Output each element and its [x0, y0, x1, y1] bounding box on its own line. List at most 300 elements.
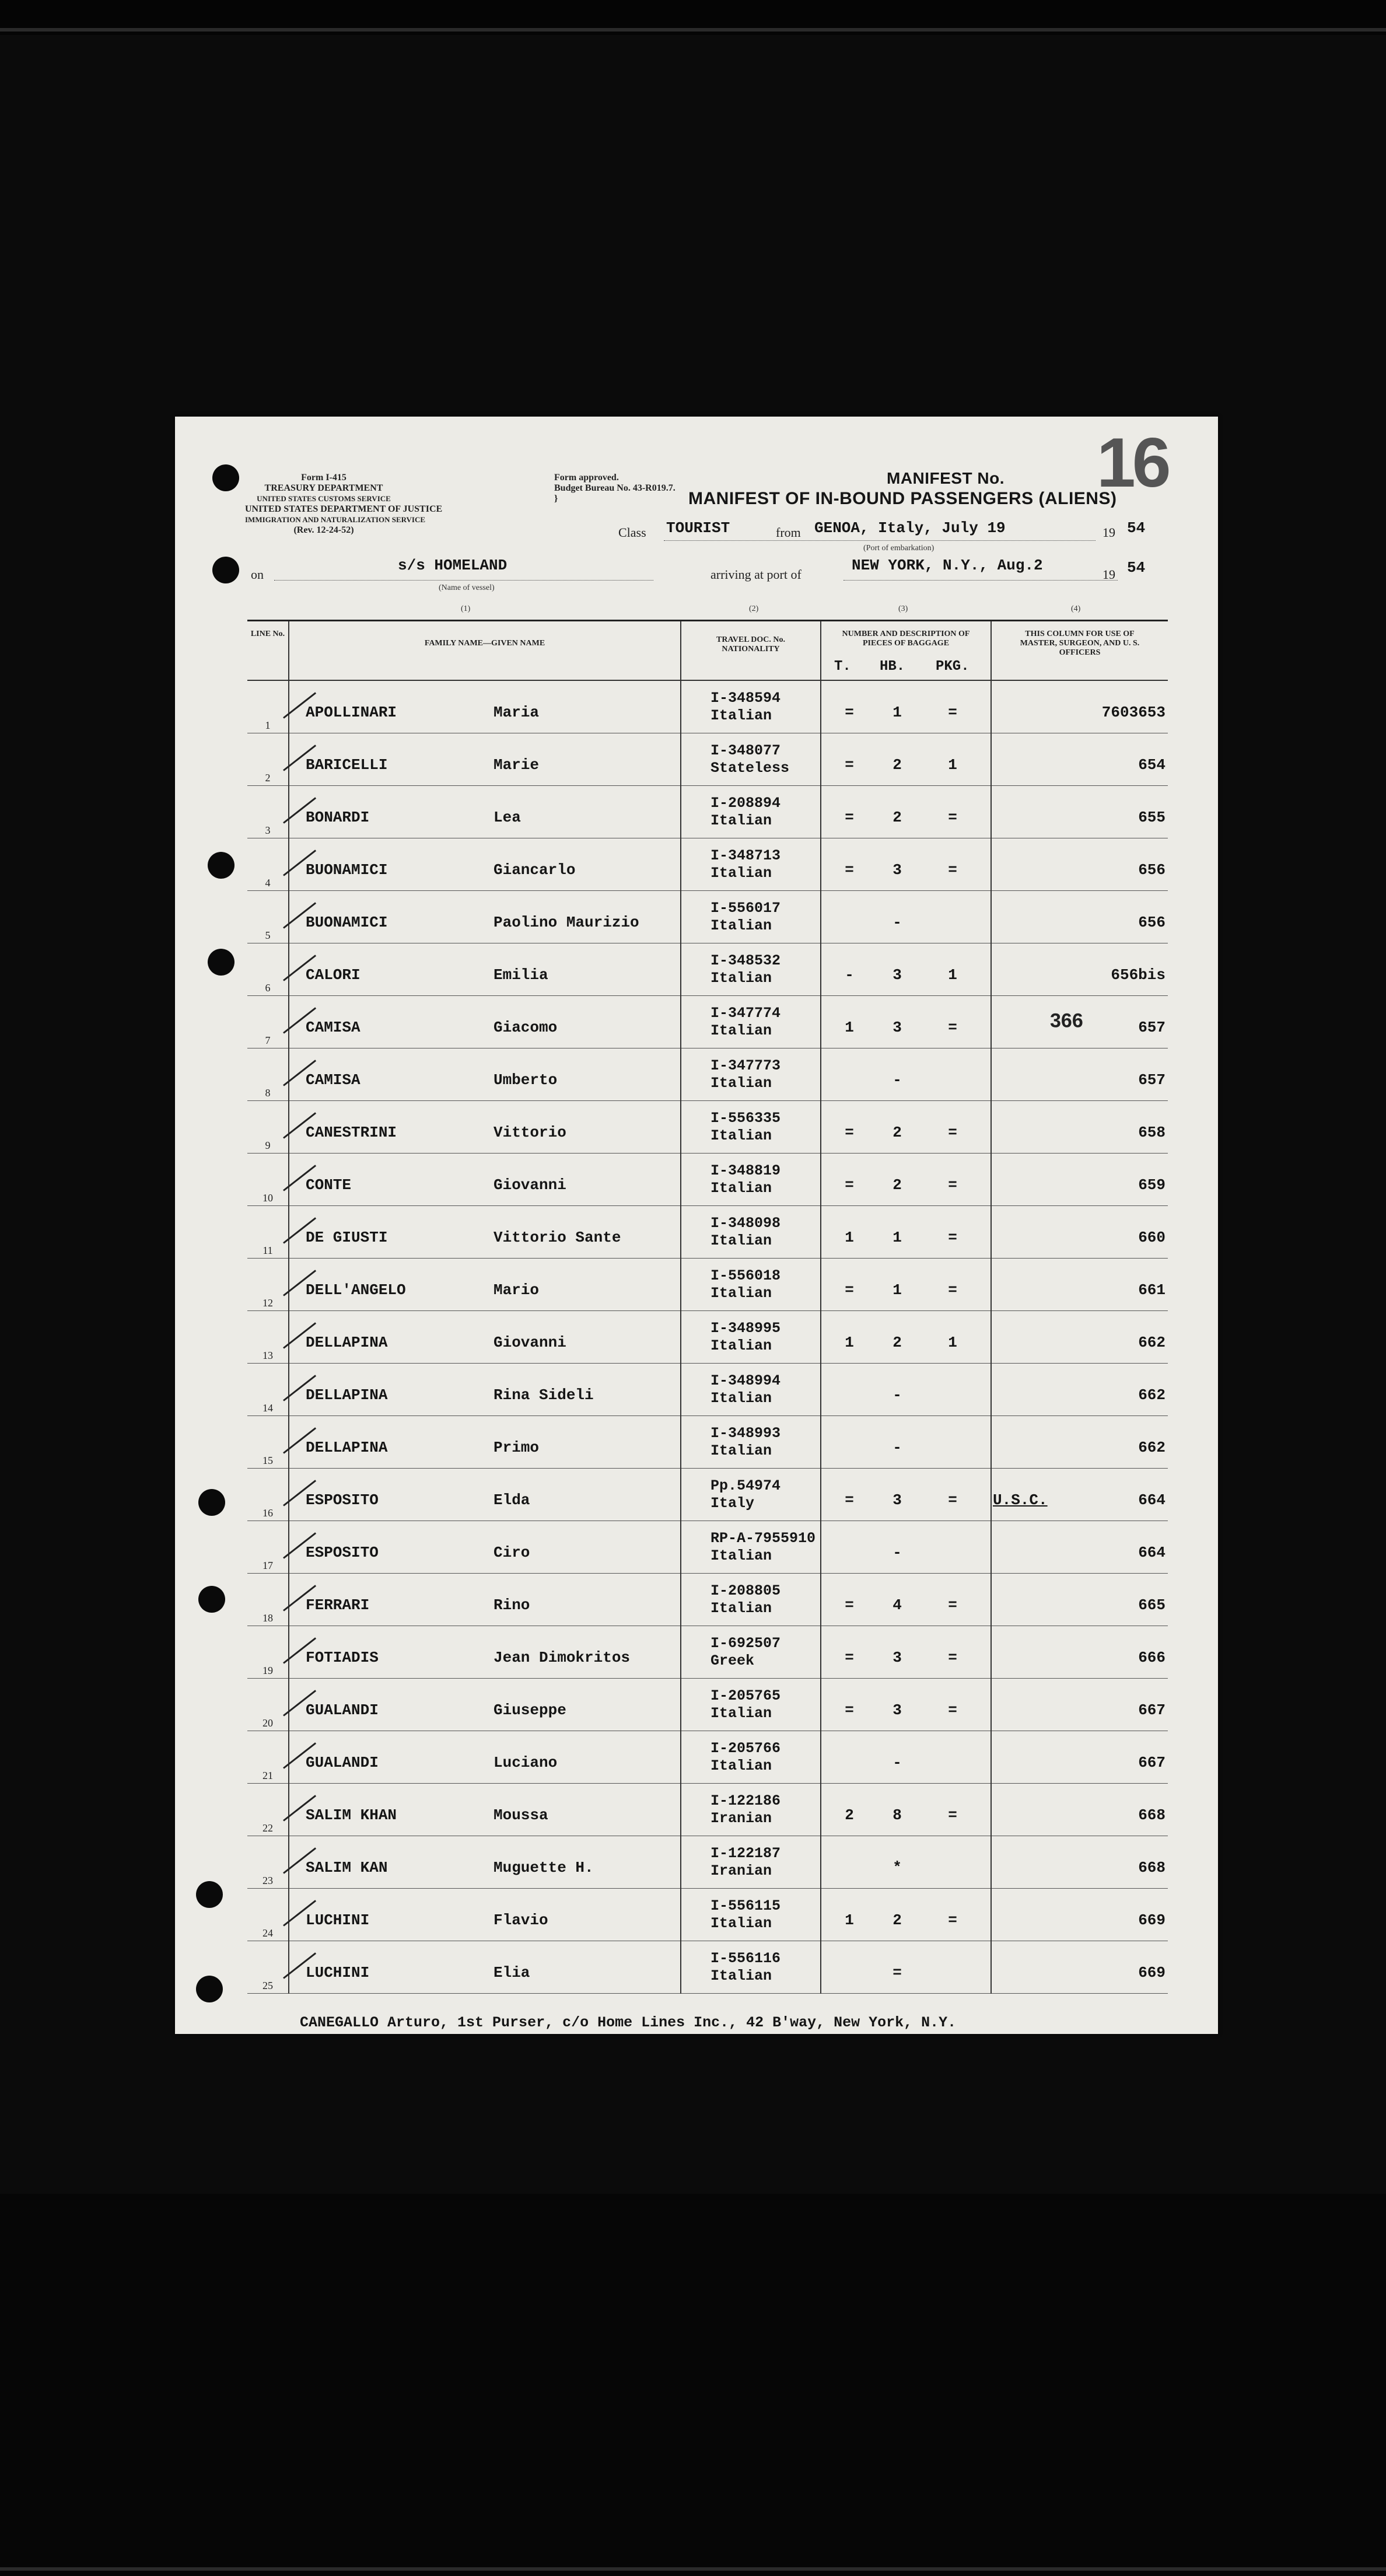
ins-service: IMMIGRATION AND NATURALIZATION SERVICE [245, 515, 426, 524]
baggage-trunks: = [845, 1123, 854, 1141]
baggage-handbags: 2 [892, 1333, 902, 1351]
table-row [247, 1521, 1168, 1574]
officers-cell [991, 1469, 1168, 1521]
officer-reference-number: 668 [1138, 1858, 1166, 1876]
given-name: Giancarlo [494, 861, 576, 879]
name-cell [289, 680, 681, 733]
given-name: Luciano [494, 1753, 558, 1771]
line-number: 21 [262, 1770, 273, 1781]
table-row [247, 1469, 1168, 1521]
officer-reference-number: 667 [1138, 1753, 1166, 1771]
doc-cell [681, 1731, 821, 1784]
baggage-packages: 1 [948, 1333, 957, 1351]
line-cell [247, 1364, 289, 1416]
baggage-trunks: = [845, 1648, 854, 1666]
line-cell [247, 1154, 289, 1206]
embark-caption: (Port of embarkation) [863, 544, 935, 553]
line-cell [247, 680, 289, 733]
nationality: Italian [710, 1179, 772, 1197]
baggage-packages: = [948, 1176, 957, 1194]
officers-cell [991, 1311, 1168, 1364]
header-line-label: LINE No. [250, 630, 285, 638]
manifest-no-label: MANIFEST No. [887, 469, 1005, 487]
baggage-cell [821, 891, 991, 943]
scan-bottom-edge [0, 2567, 1386, 2571]
line-number: 13 [262, 1350, 273, 1361]
baggage-packages: = [948, 703, 957, 721]
baggage-packages: = [948, 1701, 957, 1719]
travel-doc-number: I-205766 [710, 1739, 781, 1757]
baggage-handbags: 3 [892, 1648, 902, 1666]
baggage-packages: = [948, 808, 957, 826]
baggage-cell [821, 1416, 991, 1469]
given-name: Giovanni [494, 1176, 566, 1194]
doc-cell [681, 1836, 821, 1889]
passenger-table [247, 620, 1168, 1994]
name-cell [289, 1889, 681, 1941]
line-cell [247, 1311, 289, 1364]
given-name: Mario [494, 1281, 540, 1299]
officer-reference-number: 661 [1138, 1281, 1166, 1299]
travel-doc-number: I-205765 [710, 1687, 781, 1704]
baggage-cell [821, 1626, 991, 1679]
officer-reference-number: 656bis [1111, 966, 1166, 984]
officers-cell [991, 1574, 1168, 1626]
officers-cell [991, 1154, 1168, 1206]
nationality: Italian [710, 1547, 772, 1564]
customs-service: UNITED STATES CUSTOMS SERVICE [257, 494, 391, 503]
family-name: BONARDI [306, 808, 370, 826]
given-name: Elda [494, 1491, 530, 1509]
given-name: Giovanni [494, 1333, 566, 1351]
travel-doc-number: RP-A-7955910 [710, 1529, 816, 1547]
doc-cell [681, 1206, 821, 1259]
travel-doc-number: I-348819 [710, 1162, 781, 1179]
family-name: DELLAPINA [306, 1333, 388, 1351]
table-row [247, 1311, 1168, 1364]
officer-reference-number: 668 [1138, 1806, 1166, 1824]
manifest-number: 16 [1097, 424, 1168, 502]
header-doc-label: TRAVEL DOC. No. NATIONALITY [716, 635, 785, 653]
table-row [247, 1048, 1168, 1101]
baggage-handbags: 3 [892, 966, 902, 984]
travel-doc-number: I-348994 [710, 1372, 781, 1389]
line-cell [247, 891, 289, 943]
given-name: Umberto [494, 1071, 558, 1089]
table-row [247, 1364, 1168, 1416]
nationality: Italian [710, 1599, 772, 1617]
baggage-trunks: = [845, 756, 854, 774]
doc-cell [681, 786, 821, 838]
header-bag-t: T. [834, 659, 851, 674]
line-number: 9 [265, 1140, 271, 1151]
vessel-name: s/s HOMELAND [398, 557, 508, 574]
family-name: APOLLINARI [306, 703, 397, 721]
doc-cell [681, 1101, 821, 1154]
baggage-handbags: 8 [892, 1806, 902, 1824]
name-cell [289, 891, 681, 943]
punch-hole [196, 1976, 223, 2002]
family-name: DELLAPINA [306, 1438, 388, 1456]
baggage-trunks: 1 [845, 1018, 854, 1036]
nationality: Italian [710, 1074, 772, 1092]
baggage-trunks: = [845, 1176, 854, 1194]
nationality: Italian [710, 917, 772, 934]
officer-reference-number: 664 [1138, 1543, 1166, 1561]
baggage-handbags: - [892, 913, 902, 931]
given-name: Marie [494, 756, 540, 774]
budget-bureau: Budget Bureau No. 43-R019.7. [554, 483, 676, 493]
travel-doc-number: I-692507 [710, 1634, 781, 1652]
baggage-packages: 1 [948, 756, 957, 774]
baggage-packages: = [948, 1596, 957, 1614]
doc-cell [681, 1259, 821, 1311]
name-cell [289, 1101, 681, 1154]
header-name-label: FAMILY NAME—GIVEN NAME [424, 639, 545, 648]
baggage-handbags: 1 [892, 703, 902, 721]
table-row [247, 943, 1168, 996]
officers-cell [991, 733, 1168, 786]
nationality: Italian [710, 1284, 772, 1302]
table-row [247, 1101, 1168, 1154]
nationality: Italian [710, 1389, 772, 1407]
line-number: 19 [262, 1665, 273, 1676]
baggage-trunks: = [845, 1491, 854, 1509]
table-row [247, 1626, 1168, 1679]
given-name: Moussa [494, 1806, 548, 1824]
officer-reference-number: 660 [1138, 1228, 1166, 1246]
nationality: Italian [710, 1127, 772, 1144]
officer-reference-number: 657 [1138, 1018, 1166, 1036]
line-number: 22 [262, 1822, 273, 1834]
class-label: Class [618, 525, 646, 540]
officers-cell [991, 1626, 1168, 1679]
baggage-cell [821, 838, 991, 891]
stamp-366: 366 [1050, 1009, 1083, 1032]
nationality: Italian [710, 1232, 772, 1249]
line-number: 23 [262, 1875, 273, 1886]
year-2: 54 [1127, 559, 1146, 576]
doc-cell [681, 943, 821, 996]
punch-hole [212, 557, 239, 583]
col-index-2: (2) [749, 604, 759, 613]
baggage-handbags: - [892, 1071, 902, 1089]
table-row [247, 1941, 1168, 1994]
baggage-cell [821, 1259, 991, 1311]
doc-cell [681, 1889, 821, 1941]
officers-cell [991, 996, 1168, 1048]
given-name: Emilia [494, 966, 548, 984]
line-cell [247, 1679, 289, 1731]
justice-dept: UNITED STATES DEPARTMENT OF JUSTICE [245, 504, 443, 514]
baggage-handbags: - [892, 1753, 902, 1771]
table-row [247, 1416, 1168, 1469]
baggage-handbags: 1 [892, 1228, 902, 1246]
line-number: 24 [262, 1927, 273, 1939]
officers-cell [991, 1206, 1168, 1259]
nationality: Italian [710, 1022, 772, 1039]
officers-cell [991, 838, 1168, 891]
name-cell [289, 1469, 681, 1521]
officer-reference-number: 666 [1138, 1648, 1166, 1666]
baggage-packages: = [948, 1281, 957, 1299]
given-name: Lea [494, 808, 521, 826]
given-name: Giacomo [494, 1018, 558, 1036]
baggage-trunks: = [845, 1701, 854, 1719]
line-number: 17 [262, 1560, 273, 1571]
line-number: 11 [262, 1245, 273, 1256]
baggage-trunks: = [845, 703, 854, 721]
nationality: Italy [710, 1494, 755, 1512]
name-cell [289, 1574, 681, 1626]
travel-doc-number: I-208894 [710, 794, 781, 812]
doc-cell [681, 1679, 821, 1731]
vessel-rule [274, 580, 653, 581]
form-agency-block [245, 473, 443, 536]
officer-reference-number: 667 [1138, 1701, 1166, 1719]
family-name: LUCHINI [306, 1911, 370, 1929]
family-name: CAMISA [306, 1018, 360, 1036]
header-bag-hb: HB. [880, 659, 905, 674]
given-name: Primo [494, 1438, 540, 1456]
doc-cell [681, 1311, 821, 1364]
name-cell [289, 1416, 681, 1469]
baggage-cell [821, 1679, 991, 1731]
family-name: FERRARI [306, 1596, 370, 1614]
doc-cell [681, 1941, 821, 1994]
family-name: BARICELLI [306, 756, 388, 774]
baggage-packages: = [948, 1228, 957, 1246]
family-name: BUONAMICI [306, 861, 388, 879]
table-row [247, 838, 1168, 891]
baggage-packages: = [948, 1123, 957, 1141]
nationality: Italian [710, 1442, 772, 1459]
officer-reference-number: 665 [1138, 1596, 1166, 1614]
doc-cell [681, 1784, 821, 1836]
baggage-handbags: 3 [892, 1491, 902, 1509]
baggage-cell [821, 1784, 991, 1836]
manifest-title: MANIFEST OF IN-BOUND PASSENGERS (ALIENS) [688, 489, 1117, 508]
travel-doc-number: I-348077 [710, 742, 781, 759]
nationality: Italian [710, 1914, 772, 1932]
line-cell [247, 1889, 289, 1941]
given-name: Ciro [494, 1543, 530, 1561]
header-bag-pkg: PKG. [936, 659, 970, 674]
travel-doc-number: I-122187 [710, 1844, 781, 1862]
given-name: Flavio [494, 1911, 548, 1929]
name-cell [289, 733, 681, 786]
baggage-handbags: = [892, 1963, 902, 1981]
family-name: CAMISA [306, 1071, 360, 1089]
travel-doc-number: I-348532 [710, 952, 781, 969]
officer-reference-number: 658 [1138, 1123, 1166, 1141]
officer-reference-number: 656 [1138, 861, 1166, 879]
baggage-trunks: 1 [845, 1228, 854, 1246]
given-name: Elia [494, 1963, 530, 1981]
officer-reference-number: 662 [1138, 1333, 1166, 1351]
line-cell [247, 1048, 289, 1101]
line-number: 8 [265, 1087, 271, 1099]
baggage-cell [821, 1574, 991, 1626]
baggage-handbags: 2 [892, 1176, 902, 1194]
officer-reference-number: 656 [1138, 913, 1166, 931]
name-cell [289, 1364, 681, 1416]
travel-doc-number: I-122186 [710, 1792, 781, 1809]
baggage-cell [821, 733, 991, 786]
officer-reference-number: 657 [1138, 1071, 1166, 1089]
baggage-cell [821, 1311, 991, 1364]
doc-cell [681, 838, 821, 891]
officers-cell [991, 1679, 1168, 1731]
arrival-rule [844, 580, 1118, 581]
table-row [247, 1206, 1168, 1259]
purser-footer: CANEGALLO Arturo, 1st Purser, c/o Home Lines Inc., 42 B'way, New York, N.Y. [300, 2014, 957, 2031]
table-row [247, 733, 1168, 786]
family-name: GUALANDI [306, 1701, 379, 1719]
travel-doc-number: I-208805 [710, 1582, 781, 1599]
punch-hole [212, 464, 239, 491]
baggage-packages: = [948, 1806, 957, 1824]
line-cell [247, 1469, 289, 1521]
baggage-trunks: 2 [845, 1806, 854, 1824]
header-officers-label: THIS COLUMN FOR USE OF MASTER, SURGEON, AND U. S. OFFICERS [1020, 630, 1140, 657]
table-row [247, 1154, 1168, 1206]
line-number: 10 [262, 1192, 273, 1204]
line-cell [247, 996, 289, 1048]
officers-cell [991, 1836, 1168, 1889]
doc-cell [681, 996, 821, 1048]
travel-doc-number: Pp.54974 [710, 1477, 781, 1494]
officer-note: U.S.C. [993, 1491, 1048, 1509]
scan-bottom-band [0, 2194, 1386, 2576]
family-name: GUALANDI [306, 1753, 379, 1771]
baggage-packages: = [948, 1018, 957, 1036]
baggage-handbags: 3 [892, 1701, 902, 1719]
arrival-port: NEW YORK, N.Y., Aug.2 [852, 557, 1043, 574]
baggage-handbags: - [892, 1543, 902, 1561]
name-cell [289, 1521, 681, 1574]
doc-cell [681, 1469, 821, 1521]
doc-cell [681, 1154, 821, 1206]
passenger-rows [247, 680, 1168, 1994]
nationality: Stateless [710, 759, 790, 777]
line-number: 16 [262, 1507, 273, 1519]
embark-port: GENOA, Italy, July 19 [814, 519, 1006, 537]
nationality: Italian [710, 864, 772, 882]
doc-cell [681, 733, 821, 786]
line-number: 1 [265, 719, 271, 731]
table-row [247, 680, 1168, 733]
baggage-handbags: 4 [892, 1596, 902, 1614]
line-number: 12 [262, 1297, 273, 1309]
name-cell [289, 786, 681, 838]
travel-doc-number: I-556116 [710, 1949, 781, 1967]
baggage-handbags: 1 [892, 1281, 902, 1299]
travel-doc-number: I-348995 [710, 1319, 781, 1337]
travel-doc-number: I-348594 [710, 689, 781, 707]
line-number: 15 [262, 1455, 273, 1466]
baggage-packages: 1 [948, 966, 957, 984]
name-cell [289, 1311, 681, 1364]
baggage-handbags: 2 [892, 1911, 902, 1929]
name-cell [289, 1731, 681, 1784]
baggage-cell [821, 1836, 991, 1889]
travel-doc-number: I-556018 [710, 1267, 781, 1284]
baggage-cell [821, 1101, 991, 1154]
travel-doc-number: I-348713 [710, 847, 781, 864]
baggage-cell [821, 1731, 991, 1784]
line-number: 14 [262, 1402, 273, 1414]
travel-doc-number: I-556115 [710, 1897, 781, 1914]
table-row [247, 1784, 1168, 1836]
line-cell [247, 1784, 289, 1836]
table-row [247, 1889, 1168, 1941]
header-line-no [247, 621, 289, 681]
officer-reference-number: 7603653 [1101, 703, 1166, 721]
table-row [247, 1731, 1168, 1784]
nationality: Iranian [710, 1809, 772, 1827]
year-prefix-2: 19 [1102, 567, 1115, 582]
line-number: 7 [265, 1034, 271, 1046]
punch-hole [198, 1489, 225, 1516]
from-label: from [776, 525, 801, 540]
doc-cell [681, 891, 821, 943]
punch-hole [208, 949, 235, 976]
family-name: CANESTRINI [306, 1123, 397, 1141]
nationality: Italian [710, 707, 772, 724]
family-name: SALIM KHAN [306, 1806, 397, 1824]
officer-reference-number: 669 [1138, 1911, 1166, 1929]
name-cell [289, 1048, 681, 1101]
line-cell [247, 1836, 289, 1889]
baggage-trunks: 1 [845, 1911, 854, 1929]
header-officers [991, 621, 1168, 681]
officer-reference-number: 655 [1138, 808, 1166, 826]
given-name: Maria [494, 703, 540, 721]
nationality: Italian [710, 812, 772, 829]
officers-cell [991, 1048, 1168, 1101]
name-cell [289, 1154, 681, 1206]
table-row [247, 1679, 1168, 1731]
year-1: 54 [1127, 519, 1146, 537]
officers-cell [991, 1941, 1168, 1994]
baggage-packages: = [948, 861, 957, 879]
nationality: Italian [710, 1967, 772, 1984]
table-header-row [247, 621, 1168, 681]
doc-cell [681, 1416, 821, 1469]
doc-cell [681, 1626, 821, 1679]
family-name: BUONAMICI [306, 913, 388, 931]
line-cell [247, 838, 289, 891]
given-name: Muguette H. [494, 1858, 594, 1876]
baggage-cell [821, 786, 991, 838]
baggage-cell [821, 1048, 991, 1101]
nationality: Italian [710, 969, 772, 987]
line-number: 6 [265, 982, 271, 994]
col-index-4: (4) [1071, 604, 1081, 613]
baggage-handbags: - [892, 1438, 902, 1456]
name-cell [289, 943, 681, 996]
baggage-handbags: 2 [892, 1123, 902, 1141]
given-name: Jean Dimokritos [494, 1648, 631, 1666]
given-name: Paolino Maurizio [494, 913, 639, 931]
nationality: Italian [710, 1337, 772, 1354]
travel-doc-number: I-348098 [710, 1214, 781, 1232]
line-number: 18 [262, 1612, 273, 1624]
baggage-handbags: * [892, 1858, 902, 1876]
family-name: SALIM KAN [306, 1858, 388, 1876]
baggage-cell [821, 1521, 991, 1574]
